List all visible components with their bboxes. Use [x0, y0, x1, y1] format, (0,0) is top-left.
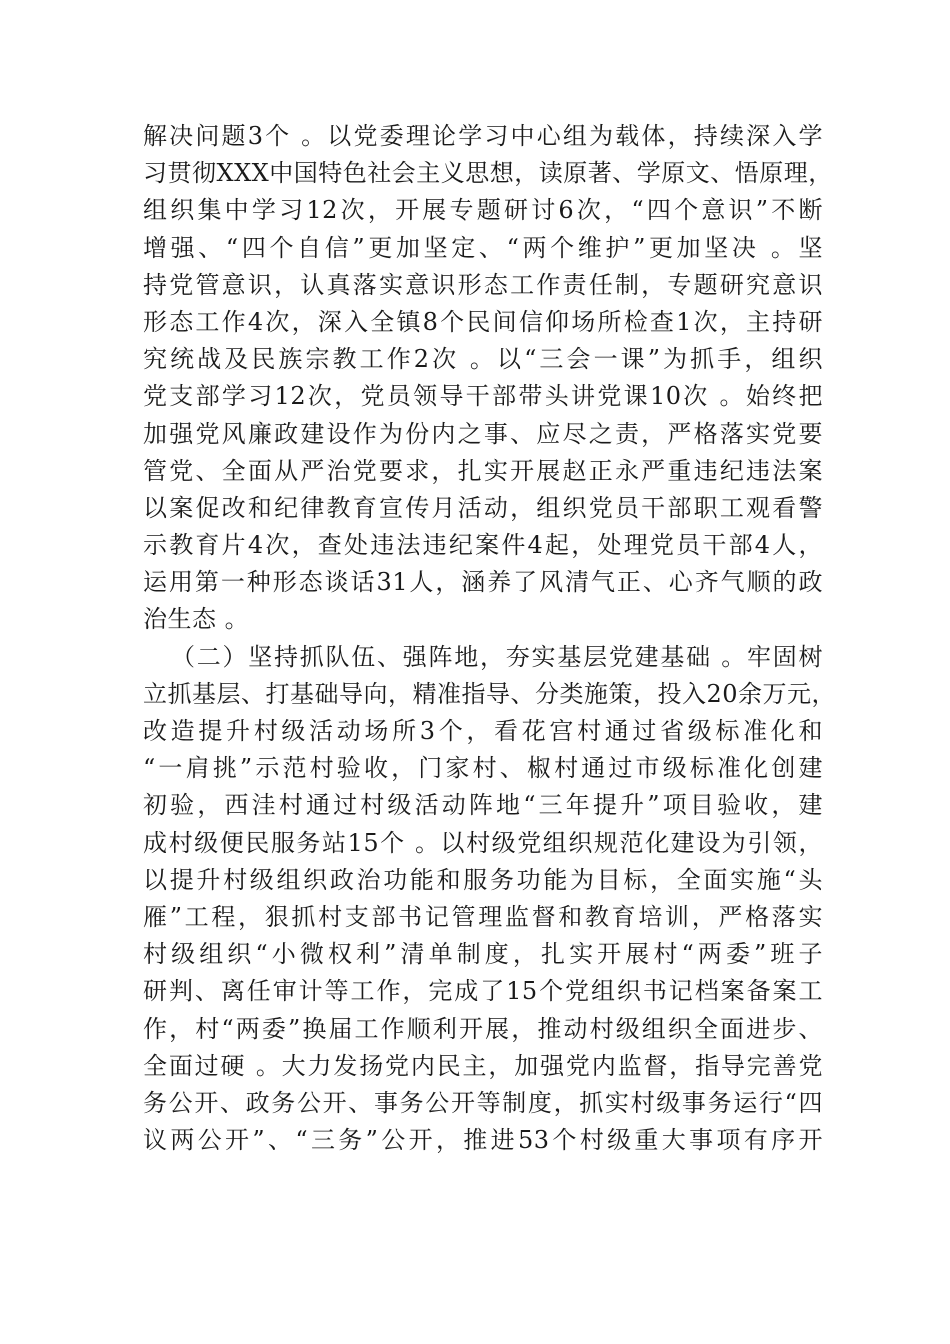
- text-line: 成村级便民服务站15个 。以村级党组织规范化建设为引领，: [143, 828, 823, 857]
- text-line: 以提升村级组织政治功能和服务功能为目标，全面实施“头: [143, 865, 823, 894]
- body-text: [143, 118, 837, 1159]
- text-line: 增强、“四个自信”更加坚定、“两个维护”更加坚决 。坚: [143, 233, 823, 262]
- text-line: 议两公开”、“三务”公开，推进53个村级重大事项有序开: [143, 1126, 823, 1155]
- text-line: 研判、离任审计等工作，完成了15个党组织书记档案备案工: [143, 977, 823, 1006]
- text-line: 改造提升村级活动场所3个，看花宫村通过省级标准化和: [143, 717, 823, 745]
- text-line: 作，村“两委”换届工作顺利开展，推动村级组织全面进步、: [143, 1014, 823, 1043]
- text-line: 解决问题3个 。以党委理论学习中心组为载体，持续深入学: [143, 122, 823, 150]
- text-line: 管党、全面从严治党要求，扎实开展赵正永严重违纪违法案: [143, 456, 823, 485]
- text-line: 加强党风廉政建设作为份内之事、应尽之责，严格落实党要: [143, 419, 823, 448]
- text-line: 雁”工程，狠抓村支部书记管理监督和教育培训，严格落实: [143, 902, 823, 931]
- text-line: 究统战及民族宗教工作2次 。以“三会一课”为抓手，组织: [143, 345, 823, 374]
- text-line: 立抓基层、打基础导向，精准指导、分类施策，投入20余万元，: [143, 679, 837, 708]
- text-line: “一肩挑”示范村验收，门家村、椒村通过市级标准化创建: [143, 754, 823, 783]
- text-line: 运用第一种形态谈话31人，涵养了风清气正、心齐气顺的政: [143, 568, 823, 597]
- text-line: 治生态 。: [143, 605, 250, 634]
- text-line: 习贯彻XXX中国特色社会主义思想，读原著、学原文、悟原理，: [143, 159, 833, 188]
- text-line: 村级组织“小微权利”清单制度，扎实开展村“两委”班子: [143, 940, 823, 969]
- text-line: 以案促改和纪律教育宣传月活动，组织党员干部职工观看警: [143, 493, 823, 522]
- text-line: 务公开、政务公开、事务公开等制度，抓实村级事务运行“四: [143, 1088, 823, 1117]
- text-line: 组织集中学习12次，开展专题研讨6次，“四个意识”不断: [143, 196, 823, 225]
- text-line: 形态工作4次，深入全镇8个民间信仰场所检查1次，主持研: [143, 307, 823, 336]
- text-line: （二）坚持抓队伍、强阵地，夯实基层党建基础 。牢固树: [171, 642, 823, 671]
- text-line: 示教育片4次，查处违法违纪案件4起，处理党员干部4人，: [143, 531, 823, 560]
- text-line: 党支部学习12次，党员领导干部带头讲党课10次 。始终把: [143, 382, 823, 411]
- text-line: 初验，西洼村通过村级活动阵地“三年提升”项目验收，建: [143, 791, 823, 820]
- text-line: 全面过硬 。大力发扬党内民主，加强党内监督，指导完善党: [143, 1051, 823, 1080]
- text-line: 持党管意识，认真落实意识形态工作责任制，专题研究意识: [143, 270, 823, 299]
